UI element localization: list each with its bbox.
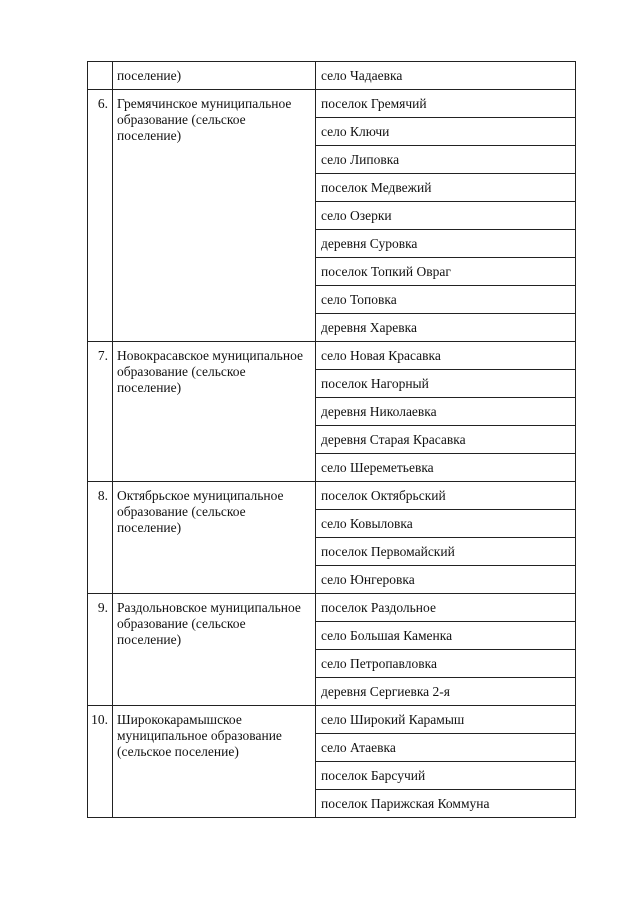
municipality-name: Октябрьское муниципальное образование (сельское поселение) <box>113 482 316 594</box>
settlement-name: поселок Нагорный <box>316 370 576 398</box>
settlement-name: село Юнгеровка <box>316 566 576 594</box>
settlement-name: село Шереметьевка <box>316 454 576 482</box>
settlement-name: поселок Барсучий <box>316 762 576 790</box>
settlement-name: поселок Медвежий <box>316 174 576 202</box>
table-row <box>88 90 576 118</box>
settlement-name: деревня Харевка <box>316 314 576 342</box>
settlement-name: поселок Октябрьский <box>316 482 576 510</box>
settlement-name: село Атаевка <box>316 734 576 762</box>
municipality-name: Ширококарамышское муниципальное образование (сельское поселение) <box>113 706 316 818</box>
settlement-name: село Новая Красавка <box>316 342 576 370</box>
row-number: 10. <box>88 706 113 818</box>
settlement-name: село Петропавловка <box>316 650 576 678</box>
row-number: 7. <box>88 342 113 482</box>
settlement-name: деревня Суровка <box>316 230 576 258</box>
row-number <box>88 62 113 90</box>
settlement-name: деревня Николаевка <box>316 398 576 426</box>
settlement-name: село Большая Каменка <box>316 622 576 650</box>
settlement-name: село Ключи <box>316 118 576 146</box>
municipality-name: поселение) <box>113 62 316 90</box>
settlement-name: поселок Парижская Коммуна <box>316 790 576 818</box>
table-row <box>88 62 576 90</box>
settlement-name: деревня Сергиевка 2-я <box>316 678 576 706</box>
settlement-name: поселок Топкий Овраг <box>316 258 576 286</box>
settlement-name: село Топовка <box>316 286 576 314</box>
row-number: 6. <box>88 90 113 342</box>
municipality-name: Раздольновское муниципальное образование (сельское поселение) <box>113 594 316 706</box>
settlement-name: поселок Раздольное <box>316 594 576 622</box>
table-row <box>88 342 576 370</box>
row-number: 9. <box>88 594 113 706</box>
municipality-name: Новокрасавское муниципальное образование (сельское поселение) <box>113 342 316 482</box>
settlement-name: село Липовка <box>316 146 576 174</box>
settlement-name: село Широкий Карамыш <box>316 706 576 734</box>
settlement-name: поселок Первомайский <box>316 538 576 566</box>
table-row <box>88 482 576 510</box>
table-row <box>88 706 576 734</box>
settlement-name: село Озерки <box>316 202 576 230</box>
settlement-name: село Чадаевка <box>316 62 576 90</box>
table-body <box>88 62 576 818</box>
municipality-table <box>87 61 576 818</box>
row-number: 8. <box>88 482 113 594</box>
table-row <box>88 594 576 622</box>
settlement-name: поселок Гремячий <box>316 90 576 118</box>
settlement-name: деревня Старая Красавка <box>316 426 576 454</box>
municipality-name: Гремячинское муниципальное образование (сельское поселение) <box>113 90 316 342</box>
settlement-name: село Ковыловка <box>316 510 576 538</box>
